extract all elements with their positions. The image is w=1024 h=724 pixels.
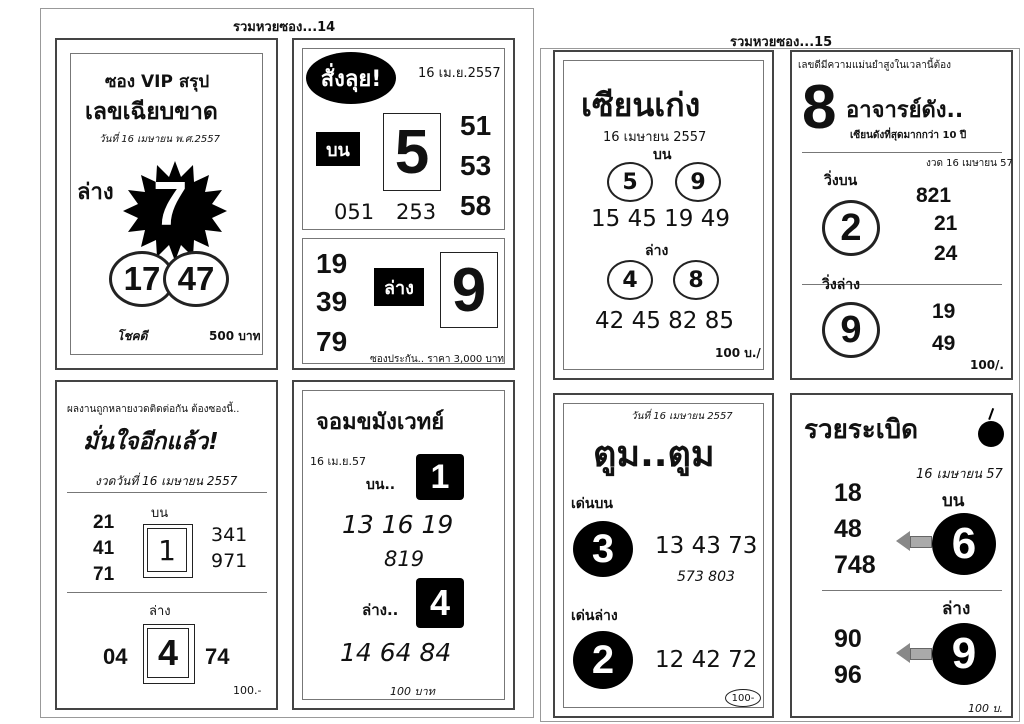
card-title: รวยระเบิด bbox=[804, 415, 919, 445]
card-jom-khamang bbox=[292, 380, 515, 710]
card-price: 100/. bbox=[970, 358, 1004, 372]
lower-number: 4 bbox=[429, 582, 451, 623]
lower-label: ล่าง.. bbox=[362, 601, 399, 619]
top-label: วิ่งบน bbox=[824, 173, 858, 189]
top-circle-1 bbox=[607, 162, 653, 202]
card-vip-summary bbox=[55, 38, 278, 370]
divider bbox=[67, 592, 267, 593]
card-subtitle: เซียนดังที่สุดมากกว่า 10 ปี bbox=[850, 130, 967, 141]
lower-label: ล่าง bbox=[645, 243, 669, 259]
lower-label: ล่าง bbox=[942, 599, 971, 619]
pair-number-2: 47 bbox=[177, 260, 215, 297]
lower-circle bbox=[573, 631, 633, 689]
arrow-left-icon bbox=[896, 531, 910, 551]
sheet-header-right: รวมหวยซอง...15 bbox=[730, 35, 833, 50]
card-date: 16 เม.ย.2557 bbox=[418, 66, 501, 81]
lower-number-inner bbox=[147, 628, 189, 678]
top-circle bbox=[573, 521, 633, 577]
top-number-row: 15 45 19 49 bbox=[591, 206, 730, 232]
top-circle bbox=[932, 513, 996, 575]
lower-number-box bbox=[416, 578, 464, 628]
lower-number-1: 19 bbox=[932, 300, 956, 323]
lower-label: ล่าง bbox=[77, 180, 114, 205]
divider bbox=[802, 152, 1002, 153]
bomb-fuse-icon bbox=[988, 408, 1000, 422]
top-label: บน bbox=[653, 147, 672, 163]
big-eight: 8 bbox=[802, 73, 837, 142]
top-circle-2 bbox=[675, 162, 721, 202]
divider bbox=[822, 590, 1002, 591]
left-number-2: 39 bbox=[316, 286, 348, 317]
lower-label: ล่าง bbox=[149, 604, 171, 619]
top-number-row: 13 43 73 bbox=[655, 533, 758, 559]
lower-number: 9 bbox=[840, 308, 862, 351]
left-number-3: 748 bbox=[834, 551, 876, 579]
arrow-shaft bbox=[910, 536, 932, 548]
card-date: วันที่ 16 เมษายน 2557 bbox=[631, 411, 733, 422]
lower-number: 7 bbox=[153, 170, 188, 239]
lower-number-box bbox=[440, 252, 498, 328]
left-number-2: 48 bbox=[834, 515, 862, 543]
pair-number-1: 17 bbox=[123, 260, 161, 297]
card-title: มั่นใจอีกแล้ว! bbox=[83, 429, 219, 455]
footer-luck: โชคดี bbox=[117, 329, 148, 343]
lower-right-number: 74 bbox=[205, 644, 230, 669]
top-number-box bbox=[416, 454, 464, 500]
card-sang-lui bbox=[292, 38, 515, 370]
lower-number-row: 42 45 82 85 bbox=[595, 308, 734, 334]
lower-number: 9 bbox=[951, 629, 977, 678]
top-label-box bbox=[316, 132, 360, 166]
lower-number-1: 90 bbox=[834, 625, 862, 653]
bomb-icon bbox=[978, 421, 1004, 447]
card-sian-keng bbox=[553, 50, 774, 380]
card-ajarn-dang bbox=[790, 50, 1013, 380]
left-number-3: 79 bbox=[316, 326, 348, 357]
right-number-2: 971 bbox=[211, 550, 248, 572]
lower-number: 4 bbox=[157, 632, 179, 673]
lower-number-box bbox=[143, 624, 195, 684]
top-circle bbox=[822, 200, 880, 256]
top-number-box bbox=[383, 113, 441, 191]
left-number-1: 21 bbox=[93, 512, 115, 533]
card-title: จอมขมังเวทย์ bbox=[316, 410, 445, 435]
card-title: เซียนเก่ง bbox=[581, 86, 701, 124]
lower-circle-number-2: 8 bbox=[688, 267, 704, 293]
top-number: 1 bbox=[158, 533, 176, 567]
lower-label-box bbox=[374, 268, 424, 306]
lower-circle-number-1: 4 bbox=[622, 267, 638, 293]
card-confident bbox=[55, 380, 278, 710]
number-row-3: 14 64 84 bbox=[340, 638, 452, 667]
top-number-row-2: 573 803 bbox=[677, 569, 735, 585]
card-price: 100 บ. bbox=[968, 702, 1003, 715]
sheet-header-left: รวมหวยซอง...14 bbox=[233, 20, 336, 35]
card-note: ผลงานถูกหลายงวดติดต่อกัน ต้องซองนี้.. bbox=[67, 404, 240, 415]
left-number-2: 41 bbox=[93, 538, 115, 559]
card-date: วันที่ 16 เมษายน พ.ศ.2557 bbox=[99, 134, 220, 145]
top-number: 1 bbox=[430, 457, 450, 496]
card-price: ซองประกัน.. ราคา 3,000 บาท bbox=[370, 354, 505, 365]
lower-circle-2 bbox=[673, 260, 719, 300]
right-number-2: 53 bbox=[460, 150, 492, 181]
right-number-3: 58 bbox=[460, 190, 492, 221]
card-price: 500 บาท bbox=[209, 329, 261, 343]
lower-number-row: 12 42 72 bbox=[655, 647, 758, 673]
top-number-3: 24 bbox=[934, 242, 958, 265]
right-number-1: 341 bbox=[211, 524, 248, 546]
price-oval bbox=[725, 689, 761, 707]
card-price: 100.- bbox=[233, 684, 262, 697]
lower-circle-1 bbox=[607, 260, 653, 300]
left-number-3: 71 bbox=[93, 564, 115, 585]
title-oval bbox=[306, 52, 396, 104]
left-number-1: 18 bbox=[834, 479, 862, 507]
top-number-2: 21 bbox=[934, 212, 958, 235]
card-date: 16 เมษายน 57 bbox=[916, 467, 1003, 482]
top-label: เด่นบน bbox=[571, 496, 613, 512]
arrow-left-icon bbox=[896, 643, 910, 663]
top-number-box bbox=[143, 524, 193, 578]
card-ruay-rabert bbox=[790, 393, 1013, 718]
card-date: 16 เมษายน 2557 bbox=[603, 130, 707, 145]
pair-circle-2 bbox=[163, 251, 229, 307]
number-row-2: 819 bbox=[384, 547, 425, 571]
mid-number-1: 051 bbox=[334, 200, 375, 224]
card-title: เลขเฉียบขาด bbox=[85, 99, 218, 125]
top-number-1: 821 bbox=[916, 184, 952, 207]
divider bbox=[67, 492, 267, 493]
lower-circle bbox=[932, 623, 996, 685]
top-label: บน bbox=[942, 491, 965, 511]
mid-number-2: 253 bbox=[396, 200, 437, 224]
top-number: 3 bbox=[591, 526, 615, 571]
top-label: บน.. bbox=[366, 477, 396, 493]
lower-number-2: 49 bbox=[932, 332, 956, 355]
number-row-1: 13 16 19 bbox=[342, 510, 454, 539]
top-circle-number-1: 5 bbox=[622, 169, 638, 195]
card-date: งวดวันที่ 16 เมษายน 2557 bbox=[95, 474, 238, 488]
left-number-1: 19 bbox=[316, 248, 348, 279]
card-toom-toom bbox=[553, 393, 774, 718]
lower-number: 9 bbox=[451, 255, 487, 325]
card-date: 16 เม.ย.57 bbox=[310, 455, 366, 468]
card-inner-frame bbox=[70, 53, 263, 355]
lower-number-2: 96 bbox=[834, 661, 862, 689]
top-number: 6 bbox=[951, 519, 977, 568]
lower-label: เด่นล่าง bbox=[571, 608, 618, 624]
card-title: สั่งลุย! bbox=[320, 66, 382, 92]
top-number: 2 bbox=[840, 206, 862, 249]
card-title: ตูม..ตูม bbox=[593, 434, 715, 475]
lower-label: ล่าง bbox=[384, 277, 414, 299]
top-circle-number-2: 9 bbox=[690, 169, 706, 195]
right-number-1: 51 bbox=[460, 110, 492, 141]
top-label: บน bbox=[151, 506, 169, 521]
top-label: บน bbox=[326, 139, 350, 161]
lower-label: วิ่งล่าง bbox=[822, 277, 860, 293]
card-price: 100- bbox=[731, 692, 755, 704]
card-title: อาจารย์ดัง.. bbox=[846, 98, 964, 123]
top-number-inner bbox=[147, 528, 187, 572]
lower-number: 2 bbox=[591, 637, 615, 682]
card-note: เลขดีมีความแม่นยำสูงในเวลานี้ต้อง bbox=[798, 60, 952, 71]
top-number: 5 bbox=[394, 117, 430, 187]
card-price: 100 บาท bbox=[390, 685, 435, 698]
arrow-shaft bbox=[910, 648, 932, 660]
card-date: งวด 16 เมษายน 57 bbox=[926, 158, 1013, 169]
lower-left-number: 04 bbox=[103, 644, 128, 669]
lower-circle bbox=[822, 302, 880, 358]
card-price: 100 บ./ bbox=[715, 346, 761, 360]
vip-line: ซอง VIP สรุป bbox=[105, 72, 210, 92]
